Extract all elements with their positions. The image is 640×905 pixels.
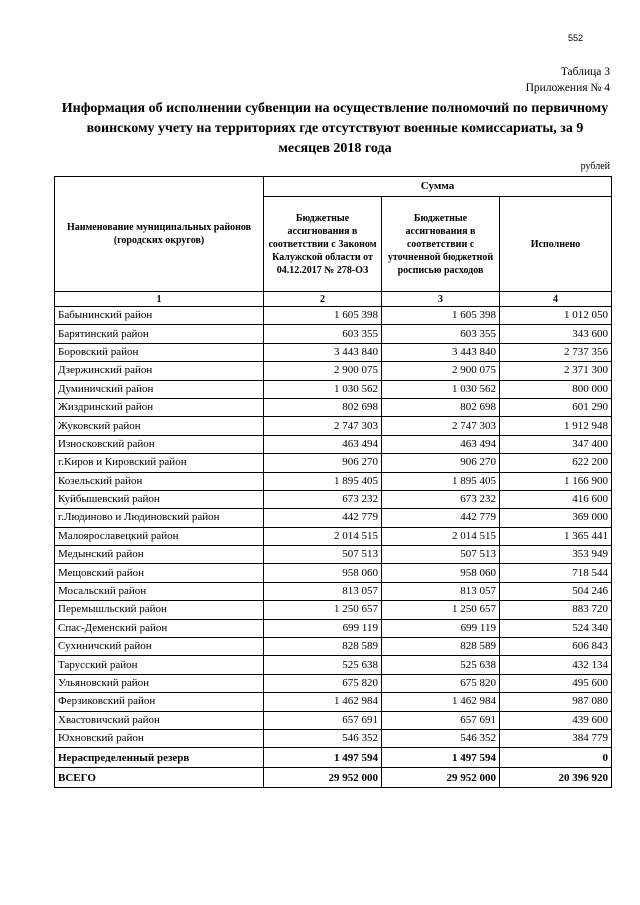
district-name: Износковский район [55,435,264,453]
refined-allocation: 546 352 [382,729,500,747]
district-name: Боровский район [55,343,264,361]
district-name: Малоярославецкий район [55,527,264,545]
refined-allocation: 2 900 075 [382,362,500,380]
law-allocation: 3 443 840 [264,343,382,361]
district-name: Мосальский район [55,582,264,600]
executed-amount: 432 134 [500,656,612,674]
table-row [55,435,612,453]
law-allocation: 1 250 657 [264,601,382,619]
district-name: Куйбышевский район [55,490,264,508]
district-name: г.Людиново и Людиновский район [55,509,264,527]
header-executed: Исполнено [500,197,612,292]
district-name: Хвастовичский район [55,711,264,729]
total-law: 29 952 000 [264,768,382,788]
district-name: Перемышльский район [55,601,264,619]
executed-amount: 1 365 441 [500,527,612,545]
total-executed: 20 396 920 [500,768,612,788]
reserve-law: 1 497 594 [264,748,382,768]
refined-allocation: 1 605 398 [382,307,500,325]
refined-allocation: 802 698 [382,398,500,416]
table-row [55,307,612,325]
executed-amount: 504 246 [500,582,612,600]
executed-amount: 343 600 [500,325,612,343]
appendix-header [462,64,610,96]
law-allocation: 958 060 [264,564,382,582]
table-row [55,472,612,490]
district-name: Бабынинский район [55,307,264,325]
refined-allocation: 603 355 [382,325,500,343]
table-row [55,490,612,508]
district-name: Юхновский район [55,729,264,747]
district-name: Дзержинский район [55,362,264,380]
column-number: 2 [264,292,382,307]
executed-amount: 800 000 [500,380,612,398]
district-name: Ульяновский район [55,674,264,692]
refined-allocation: 525 638 [382,656,500,674]
page-number: 552 [568,33,584,43]
units-label: рублей [580,161,610,172]
refined-allocation: 2 747 303 [382,417,500,435]
refined-allocation: 507 513 [382,546,500,564]
district-name: Козельский район [55,472,264,490]
table-row [55,343,612,361]
refined-allocation: 906 270 [382,454,500,472]
executed-amount: 622 200 [500,454,612,472]
document-title: Информация об исполнении субвенции на осуществление полномочий по первичному воинскому учету на территориях где отсутствуют военные комиссариаты, за 9 месяцев 2018 года [61,101,609,156]
column-number-row [55,292,612,307]
table-row [55,380,612,398]
reserve-name: Нераспределенный резерв [55,748,264,768]
executed-amount: 2 737 356 [500,343,612,361]
district-name: Медынский район [55,546,264,564]
table-row [55,527,612,545]
refined-allocation: 463 494 [382,435,500,453]
header-law-allocations: Бюджетные ассигнования в соответствии с Законом Калужской области от 04.12.2017 № 278-ОЗ [264,197,382,292]
refined-allocation: 1 250 657 [382,601,500,619]
table-row [55,711,612,729]
law-allocation: 673 232 [264,490,382,508]
table-row [55,582,612,600]
law-allocation: 507 513 [264,546,382,564]
header-sum: Сумма [264,177,612,197]
refined-allocation: 958 060 [382,564,500,582]
executed-amount: 606 843 [500,638,612,656]
law-allocation: 463 494 [264,435,382,453]
column-number: 3 [382,292,500,307]
law-allocation: 1 895 405 [264,472,382,490]
header-municipality: Наименование муниципальных районов (городских округов) [55,177,264,292]
refined-allocation: 1 030 562 [382,380,500,398]
table-row [55,729,612,747]
table-row [55,564,612,582]
refined-allocation: 3 443 840 [382,343,500,361]
law-allocation: 813 057 [264,582,382,600]
refined-allocation: 828 589 [382,638,500,656]
total-row [55,768,612,788]
executed-amount: 883 720 [500,601,612,619]
district-name: Сухиничский район [55,638,264,656]
table-row [55,509,612,527]
law-allocation: 525 638 [264,656,382,674]
executed-amount: 1 166 900 [500,472,612,490]
table-row [55,398,612,416]
district-name: Мещовский район [55,564,264,582]
law-allocation: 675 820 [264,674,382,692]
law-allocation: 699 119 [264,619,382,637]
total-name: ВСЕГО [55,768,264,788]
law-allocation: 657 691 [264,711,382,729]
table-row [55,693,612,711]
refined-allocation: 673 232 [382,490,500,508]
district-name: Ферзиковский район [55,693,264,711]
law-allocation: 802 698 [264,398,382,416]
appendix-label: Приложения № 4 [525,82,610,94]
table-row [55,674,612,692]
refined-allocation: 675 820 [382,674,500,692]
table-row [55,362,612,380]
table-row [55,325,612,343]
executed-amount: 347 400 [500,435,612,453]
law-allocation: 2 900 075 [264,362,382,380]
table-row [55,638,612,656]
executed-amount: 353 949 [500,546,612,564]
executed-amount: 524 340 [500,619,612,637]
district-name: Жуковский район [55,417,264,435]
executed-amount: 416 600 [500,490,612,508]
executed-amount: 439 600 [500,711,612,729]
reserve-refined: 1 497 594 [382,748,500,768]
table-label: Таблица 3 [560,66,610,78]
district-name: Спас-Деменский район [55,619,264,637]
executed-amount: 1 912 948 [500,417,612,435]
district-name: Барятинский район [55,325,264,343]
law-allocation: 442 779 [264,509,382,527]
refined-allocation: 442 779 [382,509,500,527]
refined-allocation: 699 119 [382,619,500,637]
table-row [55,454,612,472]
district-name: Думиничский район [55,380,264,398]
executed-amount: 384 779 [500,729,612,747]
table-row [55,619,612,637]
law-allocation: 2 747 303 [264,417,382,435]
law-allocation: 1 605 398 [264,307,382,325]
table-row [55,546,612,564]
table-row [55,601,612,619]
law-allocation: 603 355 [264,325,382,343]
law-allocation: 2 014 515 [264,527,382,545]
executed-amount: 369 000 [500,509,612,527]
table-row [55,656,612,674]
column-number: 1 [55,292,264,307]
executed-amount: 495 600 [500,674,612,692]
law-allocation: 1 462 984 [264,693,382,711]
column-number: 4 [500,292,612,307]
header-refined-allocations: Бюджетные ассигнования в соответствии с уточненной бюджетной росписью расходов [382,197,500,292]
executed-amount: 2 371 300 [500,362,612,380]
law-allocation: 906 270 [264,454,382,472]
reserve-row [55,748,612,768]
law-allocation: 546 352 [264,729,382,747]
reserve-executed: 0 [500,748,612,768]
district-name: г.Киров и Кировский район [55,454,264,472]
refined-allocation: 1 462 984 [382,693,500,711]
law-allocation: 1 030 562 [264,380,382,398]
refined-allocation: 1 895 405 [382,472,500,490]
refined-allocation: 2 014 515 [382,527,500,545]
executed-amount: 601 290 [500,398,612,416]
district-name: Жиздринский район [55,398,264,416]
law-allocation: 828 589 [264,638,382,656]
executed-amount: 987 080 [500,693,612,711]
refined-allocation: 813 057 [382,582,500,600]
executed-amount: 718 544 [500,564,612,582]
execution-table [54,176,612,788]
total-refined: 29 952 000 [382,768,500,788]
executed-amount: 1 012 050 [500,307,612,325]
table-row [55,417,612,435]
refined-allocation: 657 691 [382,711,500,729]
district-name: Тарусский район [55,656,264,674]
